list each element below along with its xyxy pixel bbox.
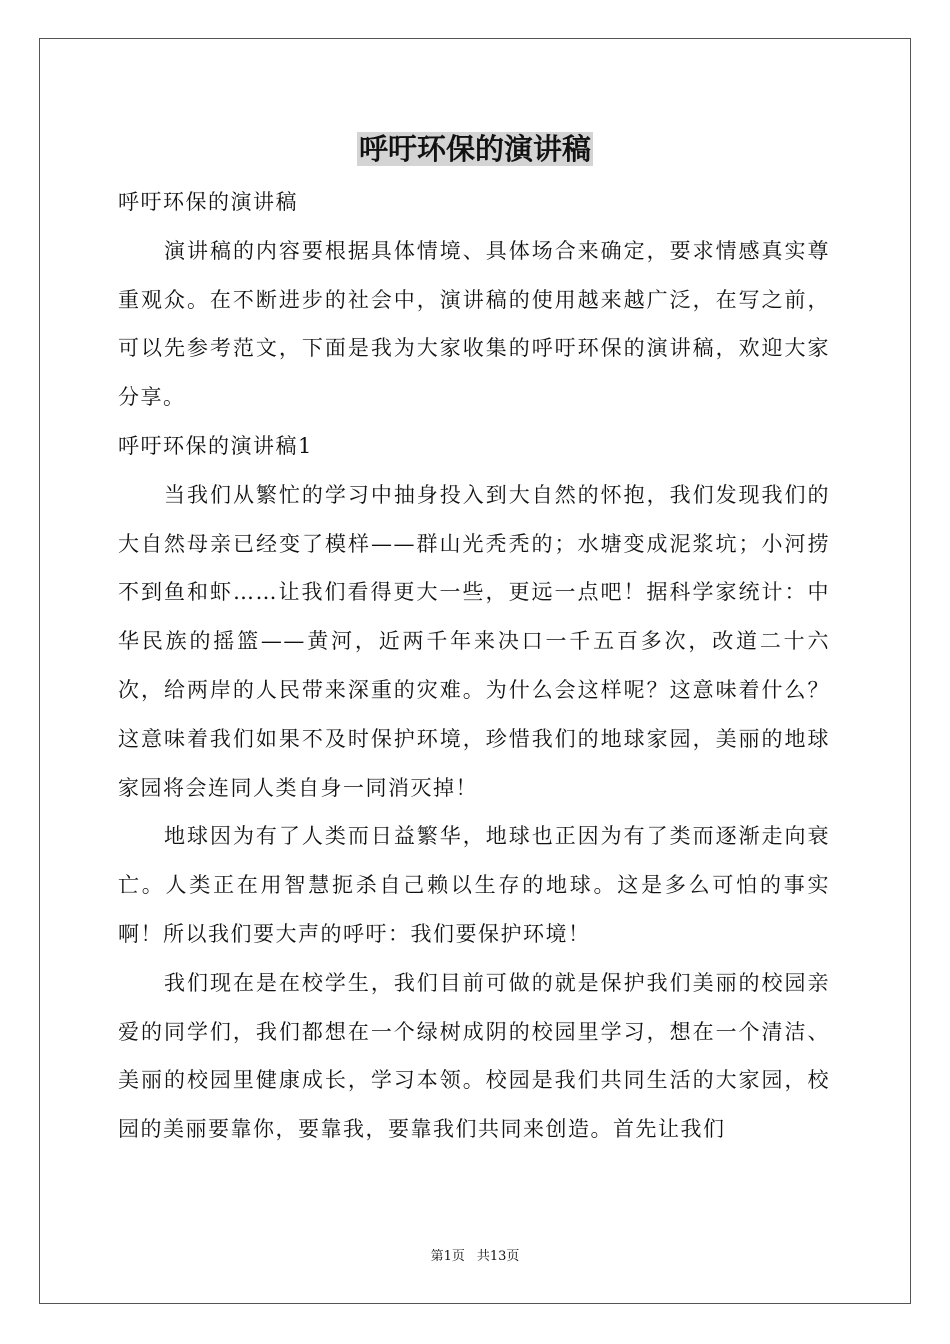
document-body	[118, 178, 830, 1154]
body-paragraph: 当我们从繁忙的学习中抽身投入到大自然的怀抱，我们发现我们的大自然母亲已经变了模样——群山光秃秃的；水塘变成泥浆坑；小河捞不到鱼和虾……让我们看得更大一些，更远一点吧！据科学家统计：中华民族的摇篮——黄河，近两千年来决口一千五百多次，改道二十六次，给两岸的人民带来深重的灾难。为什么会这样呢？这意味着什么？这意味着我们如果不及时保护环境，珍惜我们的地球家园，美丽的地球家园将会连同人类自身一同消灭掉！	[118, 482, 830, 800]
body-paragraph: 演讲稿的内容要根据具体情境、具体场合来确定，要求情感真实尊重观众。在不断进步的社会中，演讲稿的使用越来越广泛，在写之前，可以先参考范文，下面是我为大家收集的呼吁环保的演讲稿，欢迎大家分享。	[118, 238, 830, 410]
body-paragraph: 我们现在是在校学生，我们目前可做的就是保护我们美丽的校园亲爱的同学们，我们都想在一个绿树成阴的校园里学习，想在一个清洁、美丽的校园里健康成长，学习本领。校园是我们共同生活的大家园，校园的美丽要靠你，要靠我，要靠我们共同来创造。首先让我们	[118, 970, 830, 1142]
document-title	[0, 127, 950, 171]
document-title-text: 呼吁环保的演讲稿	[358, 132, 591, 166]
page-footer	[0, 1248, 950, 1266]
page-total: 共13页	[476, 1249, 520, 1264]
section-heading: 呼吁环保的演讲稿	[118, 190, 298, 214]
section-heading: 呼吁环保的演讲稿1	[118, 433, 313, 458]
page-number: 第1页	[430, 1249, 465, 1264]
body-paragraph: 地球因为有了人类而日益繁华，地球也正因为有了类而逐渐走向衰亡。人类正在用智慧扼杀自己赖以生存的地球。这是多么可怕的事实啊！所以我们要大声的呼吁：我们要保护环境！	[118, 824, 830, 946]
